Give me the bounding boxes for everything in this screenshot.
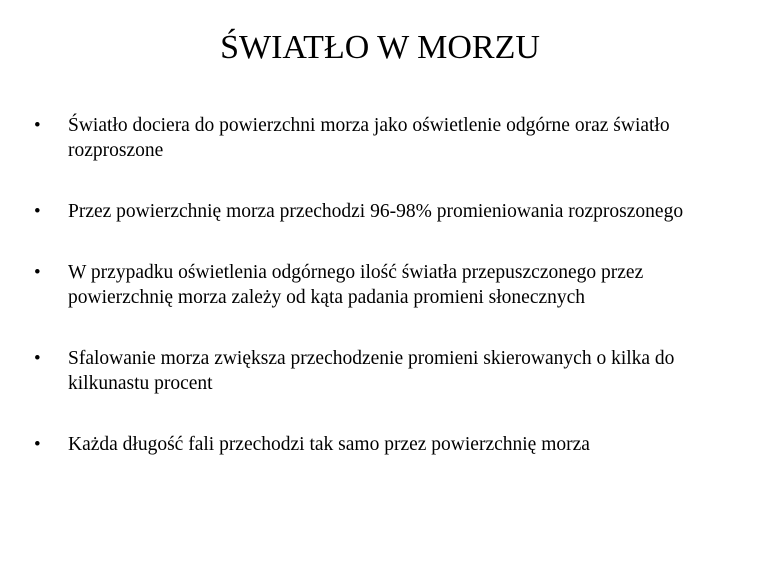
bullet-text: W przypadku oświetlenia odgórnego ilość światła przepuszczonego przez powierzchnię morza zależy od kąta padania promieni słonecznych	[68, 262, 644, 308]
bullet-item	[34, 199, 734, 224]
bullet-dot-icon: •	[34, 348, 41, 369]
bullet-dot-icon: •	[34, 434, 41, 455]
bullet-text: Przez powierzchnię morza przechodzi 96-98% promieniowania rozproszonego	[68, 201, 684, 222]
bullet-dot-icon: •	[34, 262, 41, 283]
bullet-dot-icon: •	[34, 201, 41, 222]
bullet-item	[34, 113, 734, 163]
bullet-list	[34, 113, 734, 457]
bullet-item	[34, 260, 734, 310]
bullet-item	[34, 432, 734, 457]
bullet-text: Światło dociera do powierzchni morza jako oświetlenie odgórne oraz światło rozproszone	[68, 115, 670, 161]
bullet-item	[34, 346, 734, 396]
slide-title: ŚWIATŁO W MORZU	[220, 29, 540, 66]
bullet-text: Sfalowanie morza zwiększa przechodzenie promieni skierowanych o kilka do kilkunastu procent	[68, 348, 675, 394]
bullet-dot-icon: •	[34, 115, 41, 136]
bullet-text: Każda długość fali przechodzi tak samo przez powierzchnię morza	[68, 434, 590, 455]
